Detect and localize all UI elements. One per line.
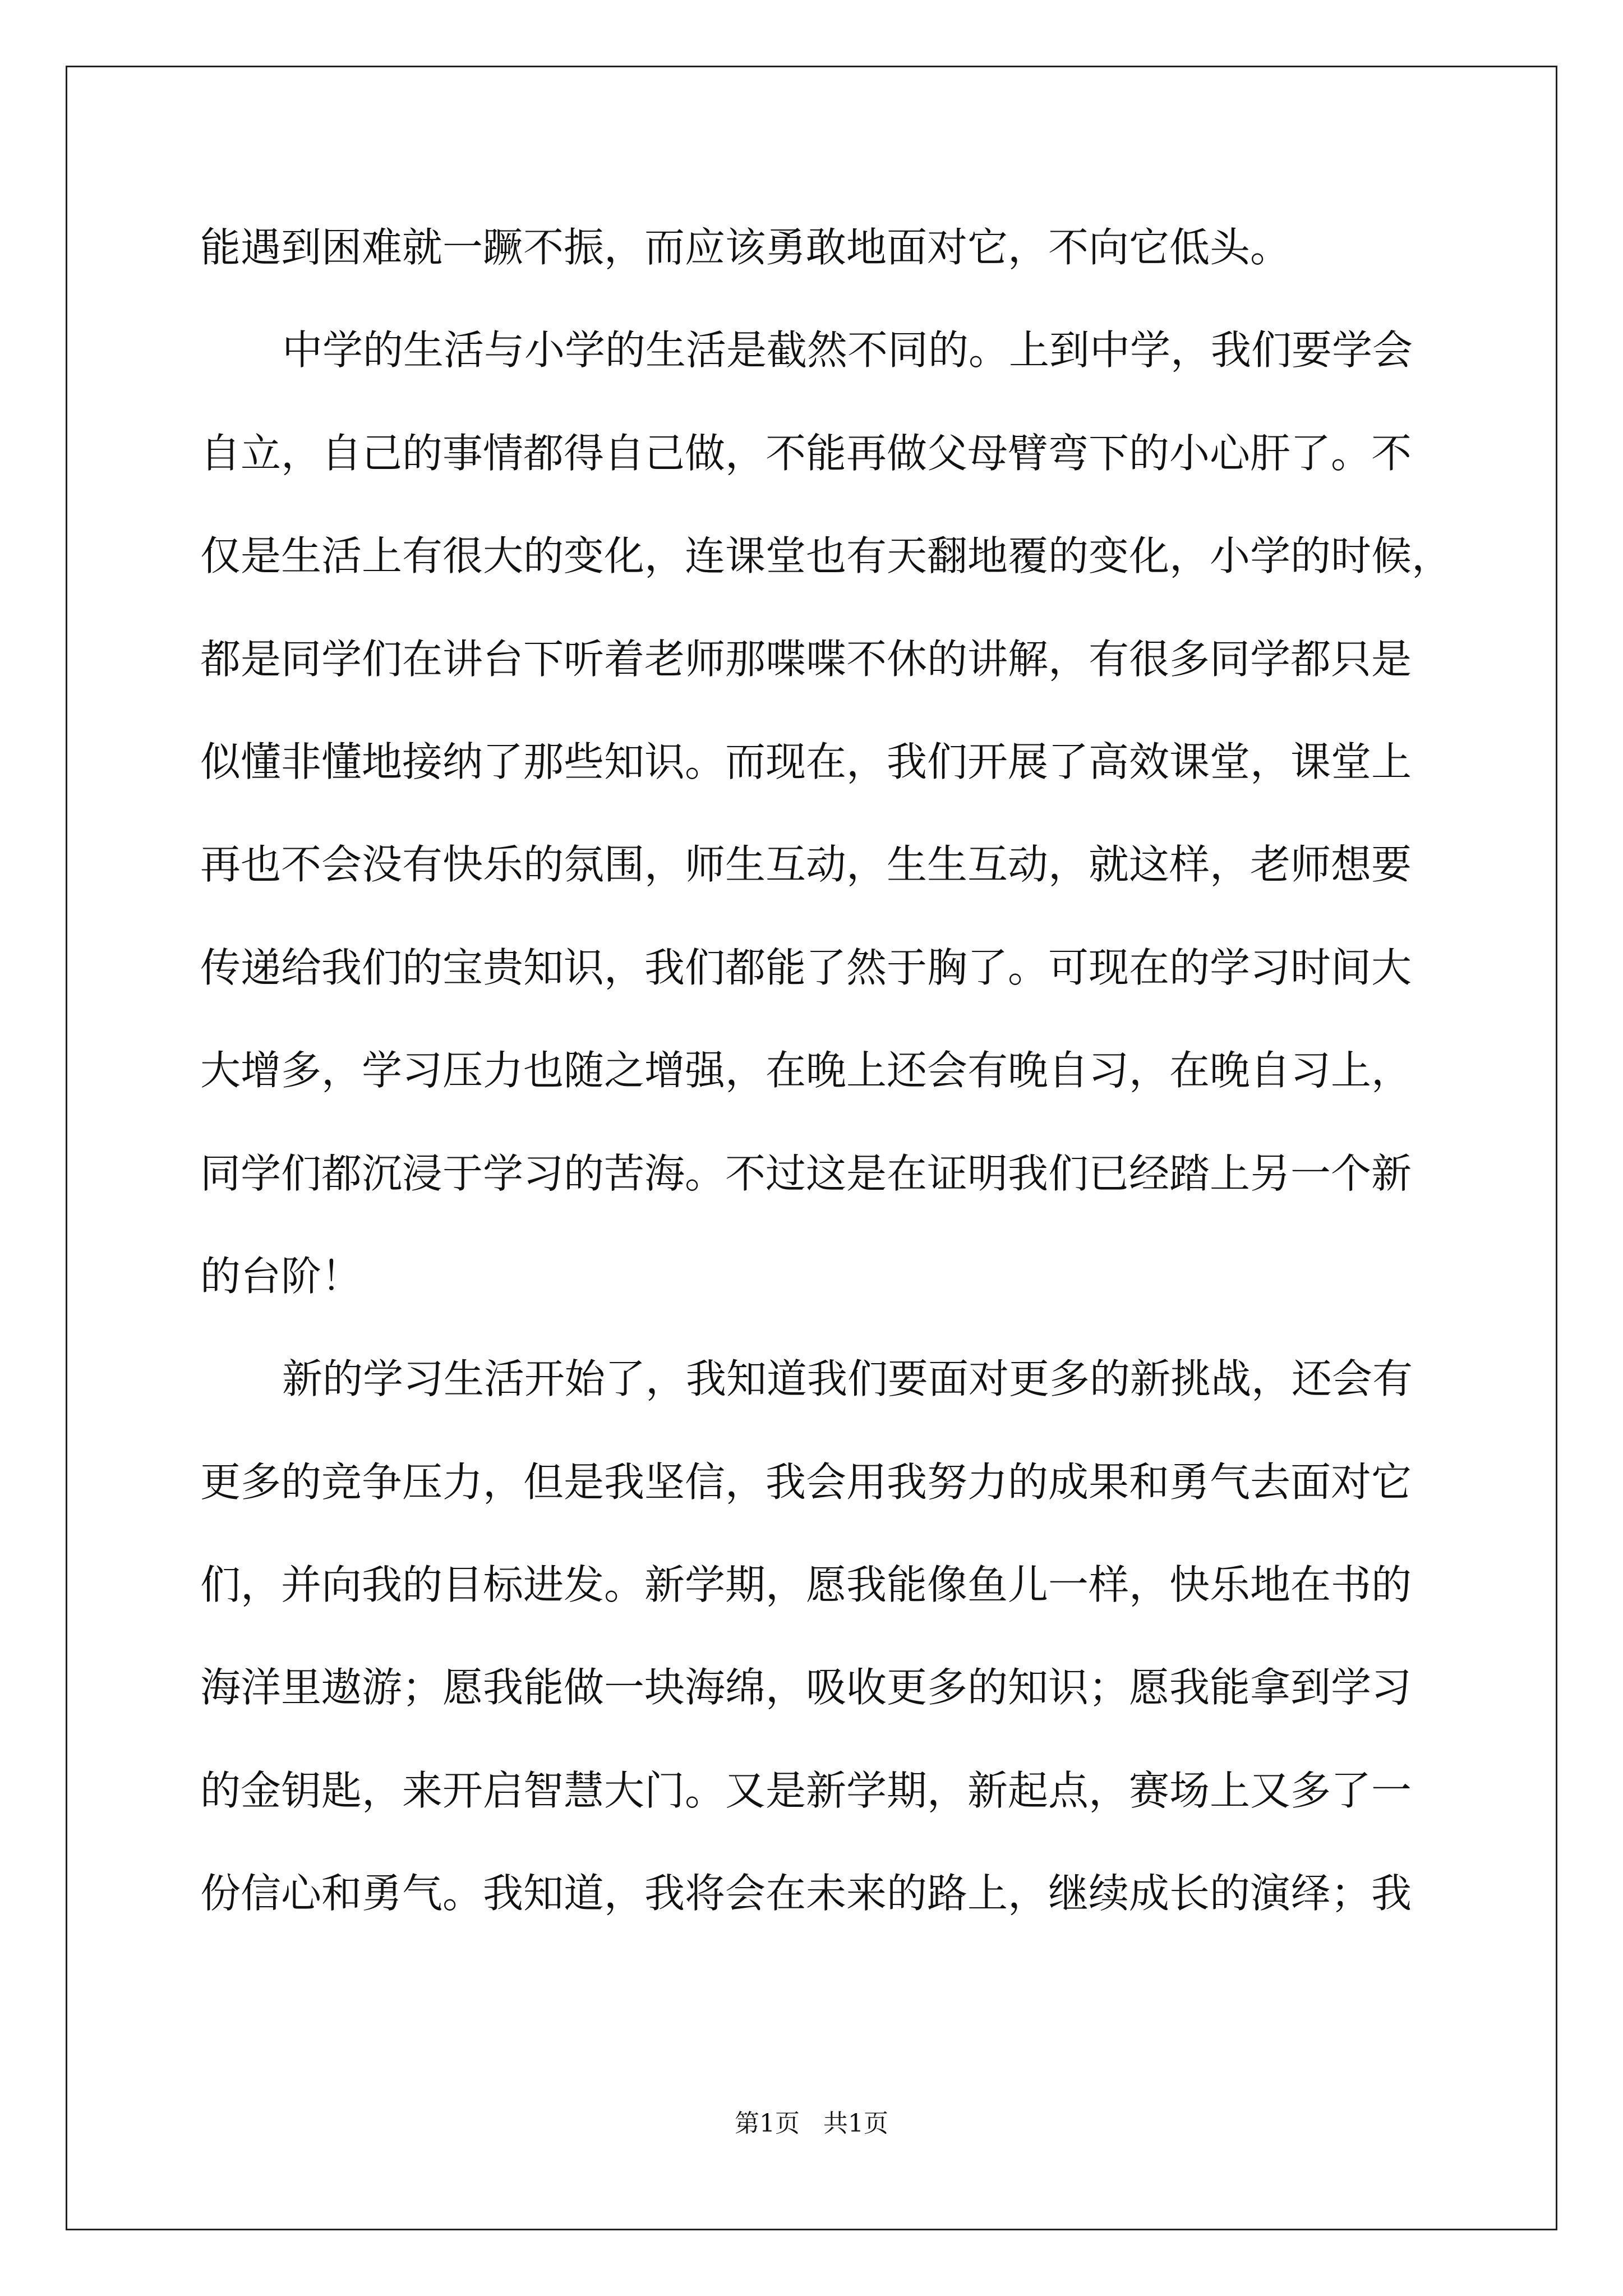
text-line: 新的学习生活开始了，我知道我们要面对更多的新挑战，还会有 bbox=[282, 1355, 1413, 1403]
page-footer: 第1页 共1页 bbox=[735, 2109, 888, 2138]
text-line: 大增多，学习压力也随之增强，在晚上还会有晚自习，在晚自习上， bbox=[200, 1047, 1412, 1094]
text-line: 能遇到困难就一蹶不振，而应该勇敢地面对它，不向它低头。 bbox=[200, 224, 1291, 271]
text-line: 自立，自己的事情都得自己做，不能再做父母臂弯下的小心肝了。不 bbox=[200, 429, 1412, 477]
text-line: 传递给我们的宝贵知识，我们都能了然于胸了。可现在的学习时间大 bbox=[200, 944, 1412, 991]
text-line: 的台阶！ bbox=[200, 1252, 362, 1300]
text-line: 份信心和勇气。我知道，我将会在未来的路上，继续成长的演绎；我 bbox=[200, 1870, 1412, 1917]
text-line: 同学们都沉浸于学习的苦海。不过这是在证明我们已经踏上另一个新 bbox=[200, 1149, 1412, 1197]
text-line: 更多的竞争压力，但是我坚信，我会用我努力的成果和勇气去面对它 bbox=[200, 1458, 1412, 1506]
text-line: 中学的生活与小学的生活是截然不同的。上到中学，我们要学会 bbox=[282, 326, 1413, 374]
text-line: 海洋里遨游；愿我能做一块海绵，吸收更多的知识；愿我能拿到学习 bbox=[200, 1664, 1412, 1711]
text-line: 们，并向我的目标进发。新学期，愿我能像鱼儿一样，快乐地在书的 bbox=[200, 1561, 1412, 1609]
text-line: 的金钥匙，来开启智慧大门。又是新学期，新起点，赛场上又多了一 bbox=[200, 1766, 1412, 1814]
text-line: 都是同学们在讲台下听着老师那喋喋不休的讲解，有很多同学都只是 bbox=[200, 635, 1412, 683]
text-line: 再也不会没有快乐的氛围，师生互动，生生互动，就这样，老师想要 bbox=[200, 841, 1412, 889]
document-body bbox=[200, 196, 1453, 1945]
text-line: 仅是生活上有很大的变化，连课堂也有天翻地覆的变化，小学的时候， bbox=[200, 532, 1453, 580]
text-line: 似懂非懂地接纳了那些知识。而现在，我们开展了高效课堂，课堂上 bbox=[200, 738, 1412, 785]
